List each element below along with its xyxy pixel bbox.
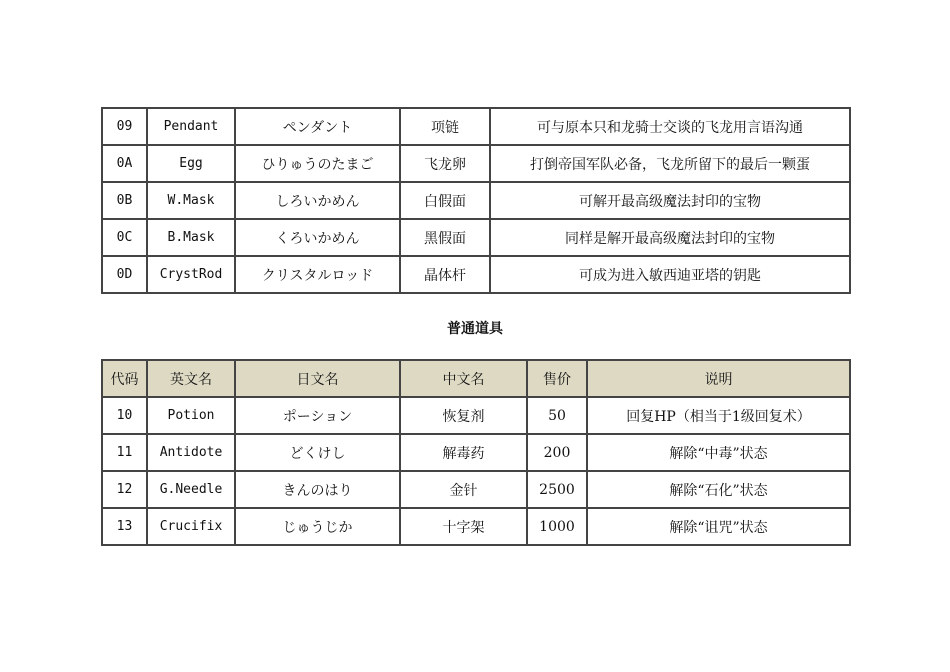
item-chinese-name: 飞龙卵 — [401, 146, 491, 183]
item-code: 11 — [103, 435, 148, 472]
item-price: 1000 — [528, 509, 588, 544]
table-row — [103, 509, 849, 544]
header-japanese-name: 日文名 — [236, 361, 401, 398]
table-row — [103, 183, 849, 220]
item-description: 回复HP（相当于1级回复术） — [588, 398, 849, 435]
item-chinese-name: 白假面 — [401, 183, 491, 220]
item-japanese-name: どくけし — [236, 435, 401, 472]
item-english-name: G.Needle — [148, 472, 236, 509]
section-title: 普通道具 — [447, 321, 503, 337]
item-description: 解除“诅咒”状态 — [669, 519, 768, 536]
item-description: 同样是解开最高级魔法封印的宝物 — [491, 220, 849, 257]
table-row — [103, 398, 849, 435]
table-row — [103, 257, 849, 292]
item-description: 打倒帝国军队必备，飞龙所留下的最后一颗蛋 — [491, 146, 849, 183]
item-chinese-name: 十字架 — [401, 509, 528, 544]
header-code: 代码 — [103, 361, 148, 398]
item-english-name: W.Mask — [148, 183, 236, 220]
item-description: 可与原本只和龙骑士交谈的飞龙用言语沟通 — [491, 109, 849, 146]
item-english-name: B.Mask — [148, 220, 236, 257]
item-code: 0D — [103, 257, 148, 292]
item-english-name: Egg — [148, 146, 236, 183]
item-description: 解除“中毒”状态 — [588, 435, 849, 472]
item-price: 2500 — [528, 472, 588, 509]
table-row — [103, 472, 849, 509]
item-english-name: Antidote — [148, 435, 236, 472]
item-japanese-name: ひりゅうのたまご — [236, 146, 401, 183]
item-english-name: CrystRod — [148, 257, 236, 292]
item-chinese-name: 黑假面 — [401, 220, 491, 257]
item-description: 解除“石化”状态 — [588, 472, 849, 509]
item-chinese-name: 晶体杆 — [401, 257, 491, 292]
item-chinese-name: 恢复剂 — [401, 398, 528, 435]
table-row — [103, 435, 849, 472]
item-code: 12 — [103, 472, 148, 509]
item-japanese-name: ポーション — [236, 398, 401, 435]
item-english-name: Pendant — [148, 109, 236, 146]
item-description: 可成为进入敏西迪亚塔的钥匙 — [579, 267, 761, 284]
item-japanese-name: じゅうじか — [236, 509, 401, 544]
table-header-row — [103, 361, 849, 398]
common-items-table — [101, 359, 851, 546]
item-code: 0A — [103, 146, 148, 183]
header-price: 售价 — [528, 361, 588, 398]
item-description: 可解开最高级魔法封印的宝物 — [491, 183, 849, 220]
header-english-name: 英文名 — [148, 361, 236, 398]
rare-items-table — [101, 107, 851, 294]
item-japanese-name: ペンダント — [236, 109, 401, 146]
item-chinese-name: 项链 — [401, 109, 491, 146]
table-row — [103, 109, 849, 146]
header-chinese-name: 中文名 — [401, 361, 528, 398]
item-japanese-name: しろいかめん — [236, 183, 401, 220]
item-chinese-name: 解毒药 — [401, 435, 528, 472]
item-english-name: Potion — [148, 398, 236, 435]
item-code: 13 — [103, 509, 148, 544]
item-code: 0C — [103, 220, 148, 257]
item-code: 0B — [103, 183, 148, 220]
item-japanese-name: くろいかめん — [236, 220, 401, 257]
item-code: 10 — [103, 398, 148, 435]
table-row — [103, 220, 849, 257]
item-japanese-name: クリスタルロッド — [236, 257, 401, 292]
item-price: 50 — [528, 398, 588, 435]
item-chinese-name: 金针 — [401, 472, 528, 509]
item-code: 09 — [103, 109, 148, 146]
item-english-name: Crucifix — [148, 509, 236, 544]
item-japanese-name: きんのはり — [236, 472, 401, 509]
table-row — [103, 146, 849, 183]
header-description: 说明 — [588, 361, 849, 398]
item-price: 200 — [528, 435, 588, 472]
